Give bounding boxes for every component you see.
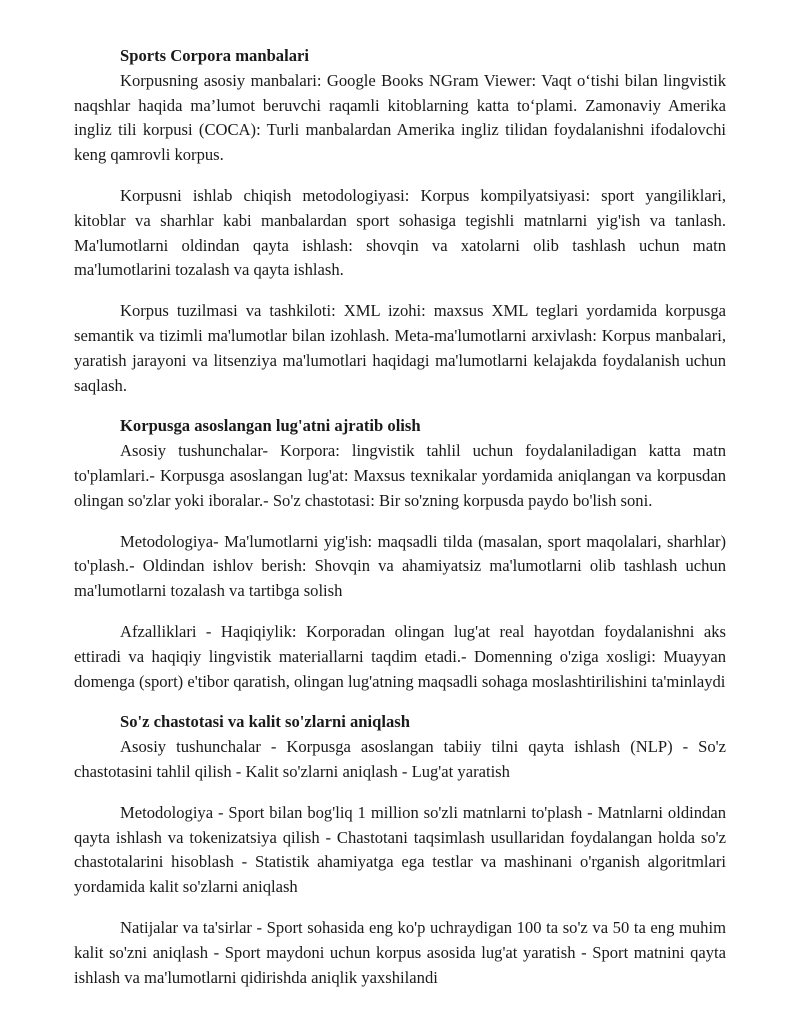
paragraph: Afzalliklari - Haqiqiylik: Korporadan olingan lug'at real hayotdan foydalanishni aks ettiradi va haqiqiy lingvistik materiallarni taqdim etadi.- Domenning o'ziga xosligi: Muayyan domenga (sport) e'tibor qaratish, olingan lug'atning maqsadli sohaga moslashtirilishini ta'minlaydi [74, 621, 726, 691]
paragraph: Natijalar va ta'sirlar - Sport sohasida eng ko'p uchraydigan 100 ta so'z va 50 ta eng muhim kalit so'zni aniqlash - Sport maydoni uchun korpus asosida lug'at yaratish - Sport matnini qayta ishlash va ma'lumotlarni qidirishda aniqlik yaxshilandi [74, 917, 726, 987]
section-word-frequency [74, 710, 726, 990]
section-sports-corpora [74, 44, 726, 398]
paragraph: Metodologiya- Ma'lumotlarni yig'ish: maqsadli tilda (masalan, sport maqolalari, sharhlar) to'plash.- Oldindan ishlov berish: Shovqin va ahamiyatsiz ma'lumotlarni olib tashlash uchun ma'lumotlarni tozalash va tartibga solish [74, 531, 726, 601]
paragraph: Korpusni ishlab chiqish metodologiyasi: Korpus kompilyatsiyasi: sport yangiliklari, kitoblar va sharhlar kabi manbalardan sport sohasiga tegishli matnlarni yig'ish va tanlash. Ma'lumotlarni oldindan qayta ishlash: shovqin va xatolarni olib tashlash uchun matn ma'lumotlarini tozalash va qayta ishlash. [74, 185, 726, 280]
section-heading: Sports Corpora manbalari [120, 46, 309, 65]
document-page [74, 44, 726, 990]
paragraph: Korpusning asosiy manbalari: Google Books NGram Viewer: Vaqt o‘tishi bilan lingvistik naqshlar haqida ma’lumot beruvchi raqamli kitoblarning katta to‘plami. Zamonaviy Amerika ingliz tili korpusi (COCA): Turli manbalardan Amerika ingliz tilidan foydalanishni ifodalovchi keng qamrovli korpus. [74, 70, 726, 165]
paragraph: Asosiy tushunchalar - Korpusga asoslangan tabiiy tilni qayta ishlash (NLP) - So'z chastotasini tahlil qilish - Kalit so'zlarni aniqlash - Lug'at yaratish [74, 737, 726, 781]
paragraph: Metodologiya - Sport bilan bog'liq 1 million so'zli matnlarni to'plash - Matnlarni oldindan qayta ishlash va tokenizatsiya qilish - Chastotani taqsimlash usullaridan foydalangan holda so'z chastotalarini hisoblash - Statistik ahamiyatga ega testlar va mashinani o'rganish algoritmlari yordamida kalit so'zlarni aniqlash [74, 802, 726, 897]
paragraph: Asosiy tushunchalar- Korpora: lingvistik tahlil uchun foydalaniladigan katta matn to'plamlari.- Korpusga asoslangan lug'at: Maxsus texnikalar yordamida aniqlangan va korpusdan olingan so'zlar yoki iboralar.- So'z chastotasi: Bir so'zning korpusda paydo bo'lish soni. [74, 441, 726, 510]
section-heading: So'z chastotasi va kalit so'zlarni aniqlash [120, 712, 410, 732]
paragraph: Korpus tuzilmasi va tashkiloti: XML izohi: maxsus XML teglari yordamida korpusga semantik va tizimli ma'lumotlar bilan izohlash. Meta-ma'lumotlarni arxivlash: Korpus manbalari, yaratish jarayoni va litsenziya ma'lumotlari haqidagi ma'lumotlarni kelajakda foydalanish uchun saqlash. [74, 301, 726, 395]
section-corpus-vocabulary [74, 414, 726, 694]
section-heading: Korpusga asoslangan lug'atni ajratib olish [120, 416, 421, 436]
